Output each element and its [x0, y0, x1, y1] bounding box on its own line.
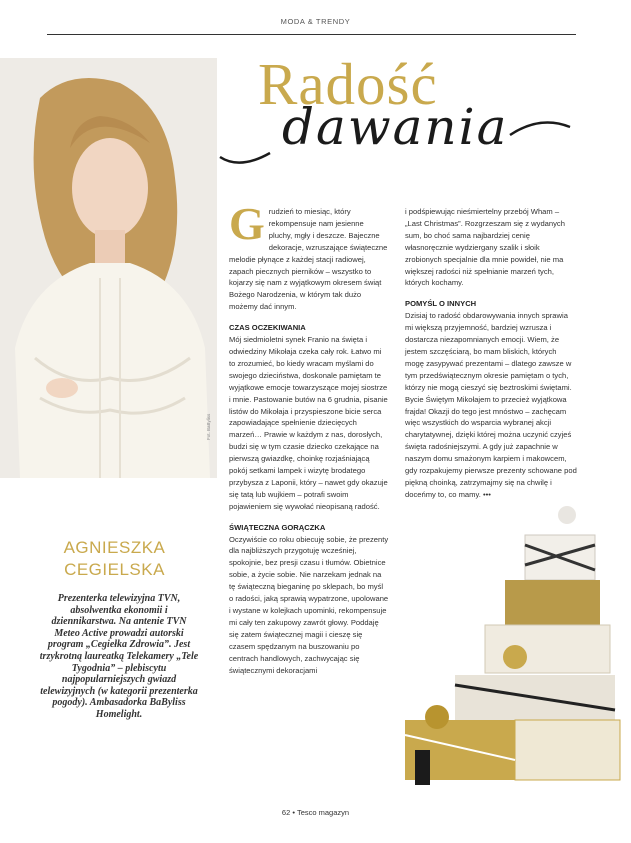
- footer-separator: •: [292, 808, 295, 817]
- section-label: MODA & TRENDY: [280, 17, 351, 26]
- article-column-1: [229, 198, 389, 676]
- section-text-others: Dzisiaj to radość obdarowywania innych sprawia mi większą przyjemność, bardziej wzrusza i dostarcza niezapomnianych emocji. Wiem, że jestem szczęściarą, bo mam bliskich, których mogę zasypywać prezentami – dlatego zawsze w tym przedświątecznym okresie pamiętam o tych, którzy nie mogą cieszyć się beztroskimi świętami. Bycie Świętym Mikołajem to przecież wyjątkowa frajda! Okazji do tego jest mnóstwo – zachęcam więc wszystkich do wsparcia wybranej akcji charytatywnej, dzięki której można uczynić czyjeś święta radośniejszymi. A gdy już zapachnie w naszym domu smażonym karpiem i makowcem, gdy rozpakujemy pierwsze prezenty schowane pod piękną choinką, zatrzymajmy się na chwilę i doceńmy to, co mamy. •••: [405, 311, 577, 499]
- section-text-fever: Oczywiście co roku obiecuję sobie, że prezenty dla najbliższych przygotuję wcześniej, spokojnie, bez presji czasu i tłumów. Obietnice sobie, a życie sobie. Nie narzekam jednak na tę świąteczną bieganinę po sklepach, bo myśl o radości, jaką sprawią wypatrzone, upolowane i wystane w kolejkach upominki, rekompensuje mi cały ten zakupowy zawrót głowy. Poddaję się zatem świątecznej magii i cieszę się czasem spędzanym na buszowaniu po centrach handlowych, zachwycając się świątecznymi dekoracjami: [229, 534, 389, 675]
- gift-boxes-illustration: [385, 495, 625, 815]
- drop-cap: G: [229, 198, 265, 249]
- portrait-photo: [0, 58, 217, 478]
- end-mark: •••: [482, 489, 491, 499]
- profile-name: AGNIESZKA CEGIELSKA: [63, 538, 166, 579]
- photo-credit: Fot. BaByliss: [206, 413, 211, 440]
- article-column-2: [405, 206, 577, 501]
- title-script: dawania: [282, 98, 509, 156]
- column-2-intro: i podśpiewując nieśmiertelny przebój Wham – „Last Christmas”. Rozgrzeszam się z wydanych sum, bo choć sama najbardziej cenię własnoręcznie wydziergany szalik i słoik zrobionych specjalnie dla mnie powideł, nie ma większej radości niż spełnianie marzeń tych, których kochamy.: [405, 207, 565, 288]
- section-heading-others: POMYŚL O INNYCH: [405, 299, 477, 309]
- page-number: 62: [281, 808, 291, 817]
- profile-bio: Prezenterka telewizyjna TVN, absolwentka ekonomii i dziennikarstwa. Na antenie TVN Meteo Active prowadzi autorski program „Cegiełka Zdrowia”. Jest trzykrotną laureatką Telekamery „Tele Tygodnia” – plebiscytu najpopularniejszych gwiazd telewizyjnych (w kategorii prezenterka pogody). Ambasadorka BaByliss Homelight.: [39, 593, 199, 720]
- section-heading-waiting: CZAS OCZEKIWANIA: [229, 323, 306, 333]
- page-footer: [0, 808, 631, 817]
- top-rule: [47, 34, 576, 35]
- section-heading-fever: ŚWIĄTECZNA GORĄCZKA: [229, 522, 326, 532]
- section-text-waiting: Mój siedmioletni synek Franio na święta i odwiedziny Mikołaja czeka cały rok. Łatwo mi to zrozumieć, bo kiedy wracam myślami do swojego dzieciństwa, doskonale pamiętam te wyjątkowe emocje towarzyszące mojej siostrze i mnie. Pastowanie butów na 6 grudnia, pisanie listów do Mikołaja i przyspieszone bicie serca zapowiadające spełnienie dziecięcych marzeń… Prawie w każdym z nas, dorosłych, budzi się w tym czasie dziecko czekające na pierwszą gwiazdkę, choinkę rozjaśniającą pokój setkami lampek i wizytę brodatego przybysza z Laponii, który – nawet gdy okazuje się tatą lub wujkiem – potrafi swoim pojawieniem się wywołać nieopisaną radość.: [229, 335, 388, 511]
- intro-paragraph: rudzień to miesiąc, który rekompensuje nam jesienne pluchy, mgły i deszcze. Bajeczne dekoracje, wzruszające świąteczne melodie płynące z każdej stacji radiowej, zapach piecznych pierników – wszystko to kojarzy się nam z wyjątkowym okresem świąt Bożego Narodzenia, w którym tak dużo możemy dać innym.: [229, 207, 388, 312]
- title-main: Radość: [258, 51, 438, 117]
- magazine-name: Tesco magazyn: [296, 808, 350, 817]
